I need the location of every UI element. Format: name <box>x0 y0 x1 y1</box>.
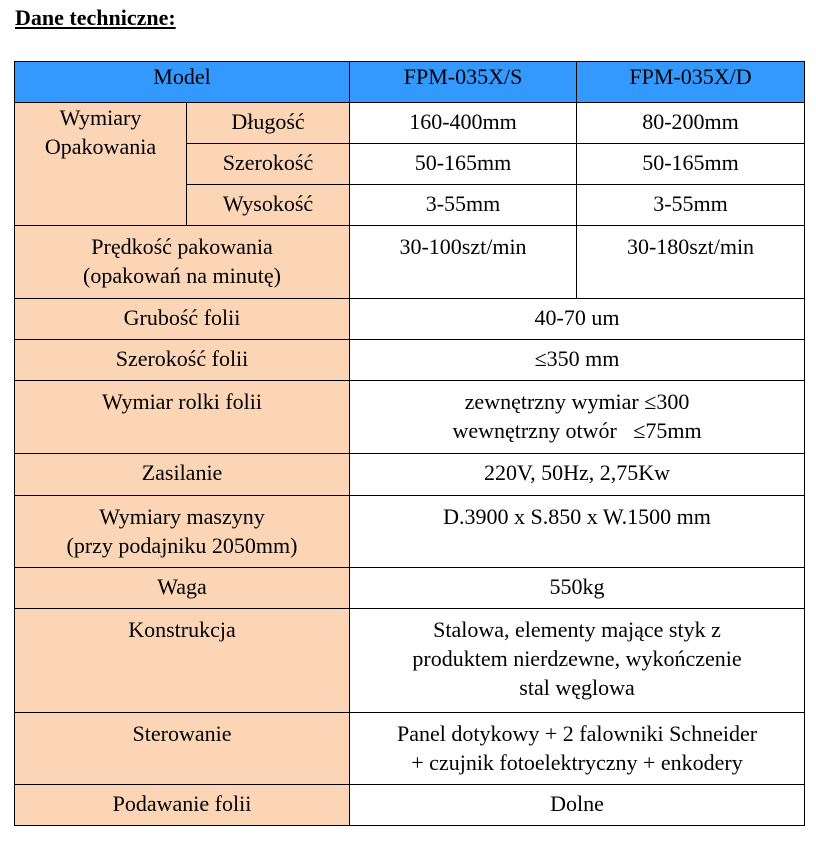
weight-label: Waga <box>15 568 350 609</box>
film-feed-label: Podawanie folii <box>15 785 350 826</box>
film-width-label: Szerokość folii <box>15 340 350 381</box>
control-value <box>350 713 805 785</box>
machine-dimensions-label <box>15 496 350 568</box>
table-header-row <box>15 62 805 103</box>
power-supply-label: Zasilanie <box>15 454 350 496</box>
header-model-d-cell: FPM-035X/D <box>577 62 805 103</box>
film-roll-label: Wymiar rolki folii <box>15 381 350 454</box>
header-model-cell: Model <box>15 62 350 103</box>
film-width-value: ≤350 mm <box>350 340 805 381</box>
construction-value-line3: stal węglowa <box>519 675 635 700</box>
width-value-d: 50-165mm <box>577 144 805 185</box>
table-row <box>15 609 805 713</box>
construction-value <box>350 609 805 713</box>
film-roll-value <box>350 381 805 454</box>
height-value-s: 3-55mm <box>350 185 577 226</box>
height-value-d: 3-55mm <box>577 185 805 226</box>
width-value-s: 50-165mm <box>350 144 577 185</box>
table-row <box>15 454 805 496</box>
table-row <box>15 103 805 144</box>
package-dimensions-label-line1: Wymiary <box>59 105 142 130</box>
table-row <box>15 713 805 785</box>
control-label: Sterowanie <box>15 713 350 785</box>
table-row <box>15 568 805 609</box>
weight-value: 550kg <box>350 568 805 609</box>
packing-speed-label-line2: (opakowań na minutę) <box>83 263 281 288</box>
construction-label: Konstrukcja <box>15 609 350 713</box>
machine-dimensions-label-line2: (przy podajniku 2050mm) <box>66 533 298 558</box>
table-row <box>15 226 805 299</box>
machine-dimensions-label-line1: Wymiary maszyny <box>99 504 265 529</box>
control-value-line2: + czujnik fotoelektryczny + enkodery <box>411 750 743 775</box>
length-label: Długość <box>187 103 350 144</box>
control-value-line1: Panel dotykowy + 2 falowniki Schneider <box>396 721 758 746</box>
packing-speed-value-s: 30-100szt/min <box>350 226 577 299</box>
packing-speed-label <box>15 226 350 299</box>
package-dimensions-label <box>15 103 187 226</box>
film-roll-value-line1: zewnętrzny wymiar ≤300 <box>464 389 690 414</box>
width-label: Szerokość <box>187 144 350 185</box>
table-row <box>15 299 805 340</box>
film-feed-value: Dolne <box>350 785 805 826</box>
table-row <box>15 785 805 826</box>
package-dimensions-label-line2: Opakowania <box>44 134 157 159</box>
table-row <box>15 340 805 381</box>
table-row <box>15 381 805 454</box>
length-value-s: 160-400mm <box>350 103 577 144</box>
table-row <box>15 496 805 568</box>
construction-value-line2: produktem nierdzewne, wykończenie <box>412 646 742 671</box>
machine-dimensions-value: D.3900 x S.850 x W.1500 mm <box>350 496 805 568</box>
height-label: Wysokość <box>187 185 350 226</box>
packing-speed-value-d: 30-180szt/min <box>577 226 805 299</box>
film-thickness-label: Grubość folii <box>15 299 350 340</box>
film-thickness-value: 40-70 um <box>350 299 805 340</box>
construction-value-line1: Stalowa, elementy mające styk z <box>433 617 721 642</box>
film-roll-value-line2: wewnętrzny otwór ≤75mm <box>452 418 702 443</box>
packing-speed-label-line1: Prędkość pakowania <box>91 234 273 259</box>
page-heading: Dane techniczne: <box>15 5 176 30</box>
technical-specs-table <box>14 61 805 826</box>
header-model-s-cell: FPM-035X/S <box>350 62 577 103</box>
length-value-d: 80-200mm <box>577 103 805 144</box>
power-supply-value: 220V, 50Hz, 2,75Kw <box>350 454 805 496</box>
